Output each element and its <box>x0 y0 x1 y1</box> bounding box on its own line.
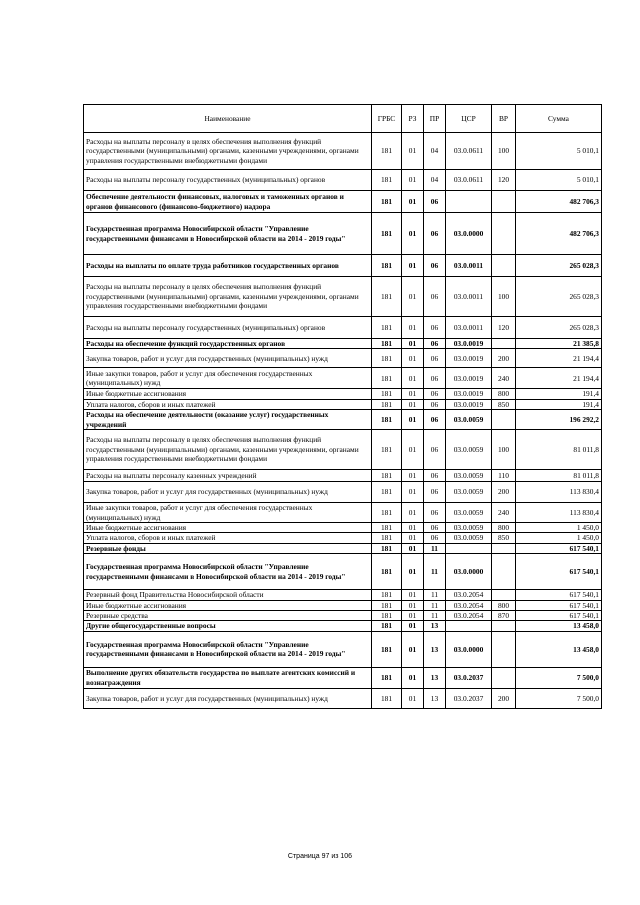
cell-sum: 13 458,0 <box>516 631 602 667</box>
cell-rz: 01 <box>402 399 424 409</box>
table-row <box>84 621 602 631</box>
cell-name: Расходы на выплаты персоналу государственных (муниципальных) органов <box>84 317 372 339</box>
cell-grbs: 181 <box>372 213 402 255</box>
cell-pr: 06 <box>424 317 446 339</box>
table-row <box>84 317 602 339</box>
cell-csr: 03.0.0019 <box>446 349 492 368</box>
cell-vr: 240 <box>492 503 516 523</box>
cell-name: Закупка товаров, работ и услуг для государственных (муниципальных) нужд <box>84 688 372 708</box>
cell-rz: 01 <box>402 554 424 590</box>
cell-sum: 265 028,3 <box>516 277 602 317</box>
cell-sum: 5 010,1 <box>516 133 602 170</box>
cell-grbs: 181 <box>372 503 402 523</box>
cell-sum: 482 706,3 <box>516 191 602 213</box>
cell-pr: 06 <box>424 533 446 543</box>
cell-pr: 06 <box>424 255 446 277</box>
cell-pr: 11 <box>424 543 446 553</box>
table-row <box>84 133 602 170</box>
cell-name: Уплата налогов, сборов и иных платежей <box>84 533 372 543</box>
cell-vr <box>492 667 516 688</box>
cell-csr: 03.0.0611 <box>446 133 492 170</box>
cell-name: Расходы на выплаты персоналу в целях обеспечения выполнения функций государственными (муниципальными) органами, казенными учреждениями, органами управления государственными внебюджетными фондами <box>84 430 372 470</box>
header-csr: ЦСР <box>446 105 492 133</box>
cell-pr: 13 <box>424 688 446 708</box>
cell-csr: 03.0.2054 <box>446 611 492 621</box>
cell-pr: 06 <box>424 277 446 317</box>
cell-rz: 01 <box>402 688 424 708</box>
cell-sum: 7 500,0 <box>516 688 602 708</box>
cell-sum: 113 830,4 <box>516 482 602 503</box>
cell-name: Государственная программа Новосибирской области "Управление государственными финансами в Новосибирской области на 2014 - 2019 годы" <box>84 213 372 255</box>
cell-name: Уплата налогов, сборов и иных платежей <box>84 399 372 409</box>
cell-name: Резервные средства <box>84 611 372 621</box>
table-row <box>84 554 602 590</box>
table-row <box>84 482 602 503</box>
cell-csr: 03.0.0019 <box>446 368 492 389</box>
cell-name: Расходы на обеспечение функций государственных органов <box>84 339 372 349</box>
cell-sum: 21 194,4 <box>516 368 602 389</box>
cell-pr: 06 <box>424 503 446 523</box>
cell-csr: 03.0.0019 <box>446 399 492 409</box>
cell-csr: 03.0.0000 <box>446 554 492 590</box>
cell-csr: 03.0.0059 <box>446 482 492 503</box>
cell-vr <box>492 410 516 430</box>
cell-name: Расходы на выплаты персоналу казенных учреждений <box>84 470 372 482</box>
cell-sum: 81 011,8 <box>516 470 602 482</box>
cell-rz: 01 <box>402 523 424 533</box>
cell-rz: 01 <box>402 470 424 482</box>
cell-pr: 11 <box>424 611 446 621</box>
table-header-row <box>84 105 602 133</box>
cell-rz: 01 <box>402 503 424 523</box>
table-row <box>84 191 602 213</box>
header-rz: РЗ <box>402 105 424 133</box>
cell-pr: 06 <box>424 482 446 503</box>
cell-rz: 01 <box>402 317 424 339</box>
cell-rz: 01 <box>402 170 424 191</box>
cell-rz: 01 <box>402 410 424 430</box>
cell-name: Закупка товаров, работ и услуг для государственных (муниципальных) нужд <box>84 349 372 368</box>
cell-csr: 03.0.0019 <box>446 339 492 349</box>
cell-sum: 1 450,0 <box>516 533 602 543</box>
cell-pr: 11 <box>424 554 446 590</box>
cell-vr <box>492 339 516 349</box>
table-row <box>84 410 602 430</box>
cell-rz: 01 <box>402 277 424 317</box>
cell-pr: 06 <box>424 213 446 255</box>
cell-csr: 03.0.2037 <box>446 667 492 688</box>
header-grbs: ГРБС <box>372 105 402 133</box>
table-row <box>84 430 602 470</box>
cell-vr <box>492 631 516 667</box>
cell-vr <box>492 554 516 590</box>
cell-csr: 03.0.2054 <box>446 590 492 600</box>
cell-vr <box>492 621 516 631</box>
cell-vr: 120 <box>492 317 516 339</box>
cell-rz: 01 <box>402 133 424 170</box>
cell-name: Иные бюджетные ассигнования <box>84 523 372 533</box>
cell-rz: 01 <box>402 349 424 368</box>
cell-pr: 06 <box>424 368 446 389</box>
cell-csr: 03.0.0011 <box>446 317 492 339</box>
cell-grbs: 181 <box>372 631 402 667</box>
cell-sum: 265 028,3 <box>516 255 602 277</box>
cell-sum: 5 010,1 <box>516 170 602 191</box>
cell-pr: 06 <box>424 430 446 470</box>
cell-pr: 04 <box>424 133 446 170</box>
cell-name: Выполнение других обязательств государства по выплате агентских комиссий и вознаграждения <box>84 667 372 688</box>
cell-sum: 265 028,3 <box>516 317 602 339</box>
table-row <box>84 255 602 277</box>
cell-rz: 01 <box>402 533 424 543</box>
cell-pr: 04 <box>424 170 446 191</box>
table-row <box>84 213 602 255</box>
cell-name: Обеспечение деятельности финансовых, налоговых и таможенных органов и органов финансового (финансово-бюджетного) надзора <box>84 191 372 213</box>
table-row <box>84 523 602 533</box>
cell-rz: 01 <box>402 213 424 255</box>
cell-vr: 800 <box>492 600 516 610</box>
cell-vr <box>492 255 516 277</box>
table-row <box>84 170 602 191</box>
cell-grbs: 181 <box>372 368 402 389</box>
cell-csr <box>446 543 492 553</box>
cell-rz: 01 <box>402 255 424 277</box>
cell-sum: 21 385,8 <box>516 339 602 349</box>
cell-name: Иные закупки товаров, работ и услуг для обеспечения государственных (муниципальных) нужд <box>84 368 372 389</box>
cell-pr: 06 <box>424 410 446 430</box>
cell-rz: 01 <box>402 611 424 621</box>
table-row <box>84 277 602 317</box>
cell-vr <box>492 191 516 213</box>
cell-csr: 03.0.0000 <box>446 631 492 667</box>
cell-name: Расходы на выплаты по оплате труда работников государственных органов <box>84 255 372 277</box>
cell-csr: 03.0.0059 <box>446 410 492 430</box>
cell-rz: 01 <box>402 482 424 503</box>
cell-sum: 617 540,1 <box>516 590 602 600</box>
table-row <box>84 688 602 708</box>
cell-name: Расходы на выплаты персоналу государственных (муниципальных) органов <box>84 170 372 191</box>
cell-vr: 120 <box>492 170 516 191</box>
cell-csr: 03.0.0011 <box>446 277 492 317</box>
cell-pr: 06 <box>424 389 446 399</box>
cell-name: Другие общегосударственные вопросы <box>84 621 372 631</box>
cell-pr: 11 <box>424 590 446 600</box>
cell-name: Резервные фонды <box>84 543 372 553</box>
table-row <box>84 533 602 543</box>
cell-vr: 800 <box>492 523 516 533</box>
cell-sum: 1 450,0 <box>516 523 602 533</box>
table-row <box>84 611 602 621</box>
cell-csr: 03.0.2037 <box>446 688 492 708</box>
cell-vr <box>492 543 516 553</box>
cell-name: Закупка товаров, работ и услуг для государственных (муниципальных) нужд <box>84 482 372 503</box>
cell-grbs: 181 <box>372 339 402 349</box>
cell-sum: 13 458,0 <box>516 621 602 631</box>
cell-csr: 03.0.0059 <box>446 470 492 482</box>
cell-csr <box>446 621 492 631</box>
cell-grbs: 181 <box>372 470 402 482</box>
cell-grbs: 181 <box>372 543 402 553</box>
cell-pr: 13 <box>424 667 446 688</box>
cell-rz: 01 <box>402 621 424 631</box>
cell-grbs: 181 <box>372 482 402 503</box>
table-row <box>84 339 602 349</box>
cell-sum: 113 830,4 <box>516 503 602 523</box>
cell-csr: 03.0.0011 <box>446 255 492 277</box>
cell-name: Государственная программа Новосибирской области "Управление государственными финансами в Новосибирской области на 2014 - 2019 годы" <box>84 631 372 667</box>
cell-vr: 200 <box>492 688 516 708</box>
cell-vr <box>492 213 516 255</box>
cell-grbs: 181 <box>372 277 402 317</box>
cell-rz: 01 <box>402 667 424 688</box>
cell-name: Иные бюджетные ассигнования <box>84 600 372 610</box>
cell-vr <box>492 590 516 600</box>
cell-pr: 06 <box>424 523 446 533</box>
cell-name: Расходы на выплаты персоналу в целях обеспечения выполнения функций государственными (муниципальными) органами, казенными учреждениями, органами управления государственными внебюджетными фондами <box>84 133 372 170</box>
cell-sum: 617 540,1 <box>516 600 602 610</box>
cell-vr: 240 <box>492 368 516 389</box>
cell-csr: 03.0.0059 <box>446 503 492 523</box>
cell-rz: 01 <box>402 631 424 667</box>
cell-name: Государственная программа Новосибирской области "Управление государственными финансами в Новосибирской области на 2014 - 2019 годы" <box>84 554 372 590</box>
table-row <box>84 543 602 553</box>
table-row <box>84 667 602 688</box>
cell-sum: 7 500,0 <box>516 667 602 688</box>
cell-grbs: 181 <box>372 170 402 191</box>
cell-sum: 617 540,1 <box>516 611 602 621</box>
cell-sum: 617 540,1 <box>516 543 602 553</box>
cell-sum: 196 292,2 <box>516 410 602 430</box>
cell-vr: 800 <box>492 389 516 399</box>
cell-sum: 191,4 <box>516 399 602 409</box>
cell-grbs: 181 <box>372 191 402 213</box>
cell-vr: 200 <box>492 349 516 368</box>
cell-grbs: 181 <box>372 554 402 590</box>
cell-sum: 617 540,1 <box>516 554 602 590</box>
cell-pr: 06 <box>424 191 446 213</box>
cell-rz: 01 <box>402 590 424 600</box>
cell-grbs: 181 <box>372 600 402 610</box>
cell-pr: 06 <box>424 339 446 349</box>
cell-grbs: 181 <box>372 533 402 543</box>
cell-csr <box>446 191 492 213</box>
cell-vr: 100 <box>492 133 516 170</box>
cell-name: Расходы на обеспечение деятельности (оказание услуг) государственных учреждений <box>84 410 372 430</box>
cell-grbs: 181 <box>372 611 402 621</box>
header-name: Наименование <box>84 105 372 133</box>
table-row <box>84 590 602 600</box>
table-row <box>84 368 602 389</box>
cell-pr: 13 <box>424 631 446 667</box>
cell-csr: 03.0.2054 <box>446 600 492 610</box>
cell-grbs: 181 <box>372 317 402 339</box>
cell-grbs: 181 <box>372 389 402 399</box>
cell-pr: 11 <box>424 600 446 610</box>
cell-vr: 850 <box>492 533 516 543</box>
cell-rz: 01 <box>402 430 424 470</box>
cell-name: Иные закупки товаров, работ и услуг для обеспечения государственных (муниципальных) нужд <box>84 503 372 523</box>
header-pr: ПР <box>424 105 446 133</box>
cell-sum: 482 706,3 <box>516 213 602 255</box>
cell-pr: 13 <box>424 621 446 631</box>
cell-vr: 100 <box>492 430 516 470</box>
header-sum: Сумма <box>516 105 602 133</box>
cell-grbs: 181 <box>372 590 402 600</box>
page-number: Страница 97 из 106 <box>287 853 353 860</box>
cell-vr: 870 <box>492 611 516 621</box>
cell-rz: 01 <box>402 543 424 553</box>
cell-grbs: 181 <box>372 399 402 409</box>
cell-grbs: 181 <box>372 667 402 688</box>
cell-grbs: 181 <box>372 688 402 708</box>
table-row <box>84 399 602 409</box>
table-row <box>84 349 602 368</box>
cell-grbs: 181 <box>372 523 402 533</box>
table-row <box>84 631 602 667</box>
cell-grbs: 181 <box>372 255 402 277</box>
cell-rz: 01 <box>402 339 424 349</box>
cell-grbs: 181 <box>372 349 402 368</box>
cell-csr: 03.0.0059 <box>446 430 492 470</box>
cell-grbs: 181 <box>372 410 402 430</box>
cell-csr: 03.0.0059 <box>446 533 492 543</box>
cell-csr: 03.0.0059 <box>446 523 492 533</box>
table-row <box>84 503 602 523</box>
cell-sum: 191,4 <box>516 389 602 399</box>
cell-name: Иные бюджетные ассигнования <box>84 389 372 399</box>
cell-rz: 01 <box>402 368 424 389</box>
cell-vr: 110 <box>492 470 516 482</box>
cell-sum: 21 194,4 <box>516 349 602 368</box>
cell-vr: 100 <box>492 277 516 317</box>
cell-grbs: 181 <box>372 133 402 170</box>
cell-csr: 03.0.0000 <box>446 213 492 255</box>
cell-name: Расходы на выплаты персоналу в целях обеспечения выполнения функций государственными (муниципальными) органами, казенными учреждениями, органами управления государственными внебюджетными фондами <box>84 277 372 317</box>
cell-grbs: 181 <box>372 621 402 631</box>
cell-rz: 01 <box>402 389 424 399</box>
cell-grbs: 181 <box>372 430 402 470</box>
table-row <box>84 470 602 482</box>
table-row <box>84 600 602 610</box>
table-row <box>84 389 602 399</box>
cell-csr: 03.0.0019 <box>446 389 492 399</box>
cell-pr: 06 <box>424 470 446 482</box>
cell-pr: 06 <box>424 349 446 368</box>
cell-rz: 01 <box>402 191 424 213</box>
cell-rz: 01 <box>402 600 424 610</box>
cell-pr: 06 <box>424 399 446 409</box>
cell-vr: 200 <box>492 482 516 503</box>
cell-csr: 03.0.0611 <box>446 170 492 191</box>
cell-name: Резервный фонд Правительства Новосибирской области <box>84 590 372 600</box>
budget-table <box>83 104 602 709</box>
header-vr: ВР <box>492 105 516 133</box>
cell-vr: 850 <box>492 399 516 409</box>
cell-sum: 81 011,8 <box>516 430 602 470</box>
